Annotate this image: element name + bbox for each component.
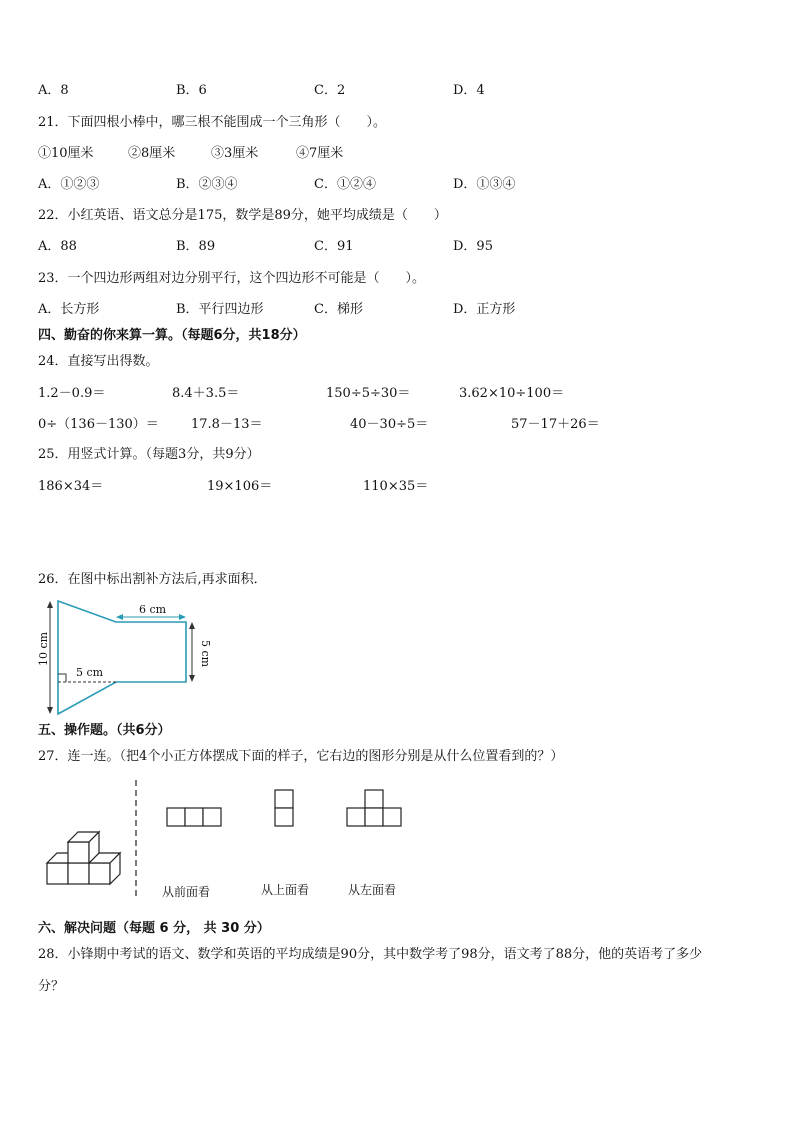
q26-right-angle-mark [58, 674, 66, 682]
q20-option-c: C．2 [314, 83, 346, 98]
q27-cubes-figure [40, 778, 420, 898]
q21-option-a: A．①②③ [38, 177, 100, 192]
q26-figure [36, 596, 216, 720]
q24-item-4: 3.62×10÷100＝ [459, 386, 565, 401]
q20-option-d: D．4 [453, 83, 485, 98]
q27-question: 27．连一连。（把4个小正方体摆成下面的样子，它右边的图形分别是从什么位置看到的？） [38, 749, 564, 764]
q21-stick-1: ①10厘米 [38, 146, 94, 161]
q23-option-a: A．长方形 [38, 302, 100, 317]
q27-view-left [347, 790, 401, 826]
q26-label-top: 6 cm [139, 603, 167, 616]
q21-option-d: D．①③④ [453, 177, 516, 192]
q20-option-a: A．8 [38, 83, 69, 98]
q27-view-front [167, 808, 221, 826]
q26-label-right: 5 cm [199, 640, 212, 668]
q24-item-1: 1.2－0.9＝ [38, 386, 106, 401]
q22-question: 22．小红英语、语文总分是175，数学是89分，她平均成绩是（ ） [38, 208, 447, 223]
q28-line-2: 分？ [38, 979, 65, 994]
q28-line-1: 28．小锋期中考试的语文、数学和英语的平均成绩是90分，其中数学考了98分，语文考了88分，他的英语考了多少 [38, 947, 703, 962]
q26-label-bottom: 5 cm [76, 666, 104, 679]
q24-item-7: 40－30÷5＝ [350, 417, 429, 432]
q22-option-c: C．91 [314, 239, 354, 254]
q26-label-left: 10 cm [37, 631, 50, 666]
section5-title: 五、操作题。（共6分） [38, 723, 171, 738]
q23-question: 23．一个四边形两组对边分别平行，这个四边形不可能是（ ）。 [38, 271, 426, 286]
section4-title: 四、勤奋的你来算一算。（每题6分，共18分） [38, 328, 306, 343]
q20-option-b: B．6 [176, 83, 207, 98]
q23-option-b: B．平行四边形 [176, 302, 264, 317]
q24-item-8: 57－17＋26＝ [511, 417, 600, 432]
q27-view-label-front: 从前面看 [162, 885, 211, 899]
q24-question: 24．直接写出得数。 [38, 354, 159, 369]
q23-option-d: D．正方形 [453, 302, 516, 317]
q26-question: 26．在图中标出割补方法后,再求面积． [38, 572, 267, 587]
q22-option-d: D．95 [453, 239, 493, 254]
q27-cube-stack [47, 832, 120, 884]
q25-item-2: 19×106＝ [207, 479, 273, 494]
q21-question: 21．下面四根小棒中，哪三根不能围成一个三角形（ ）。 [38, 115, 387, 130]
q25-item-3: 110×35＝ [363, 479, 429, 494]
q21-stick-3: ③3厘米 [211, 146, 259, 161]
q22-option-b: B．89 [176, 239, 216, 254]
q27-view-label-left: 从左面看 [348, 883, 397, 897]
q21-option-c: C．①②④ [314, 177, 376, 192]
q21-stick-4: ④7厘米 [296, 146, 344, 161]
q22-option-a: A．88 [38, 239, 77, 254]
q21-stick-2: ②8厘米 [128, 146, 176, 161]
q24-item-3: 150÷5÷30＝ [326, 386, 411, 401]
q27-view-top [275, 790, 293, 826]
q23-option-c: C．梯形 [314, 302, 363, 317]
q27-view-label-top: 从上面看 [261, 883, 310, 897]
q25-question: 25．用竖式计算。（每题3分，共9分） [38, 447, 260, 462]
q24-item-6: 17.8－13＝ [191, 417, 263, 432]
q24-item-5: 0÷（136－130）＝ [38, 417, 159, 432]
q21-option-b: B．②③④ [176, 177, 238, 192]
q24-item-2: 8.4＋3.5＝ [172, 386, 240, 401]
section6-title: 六、解决问题（每题 6 分， 共 30 分） [38, 921, 270, 936]
q25-item-1: 186×34＝ [38, 479, 104, 494]
